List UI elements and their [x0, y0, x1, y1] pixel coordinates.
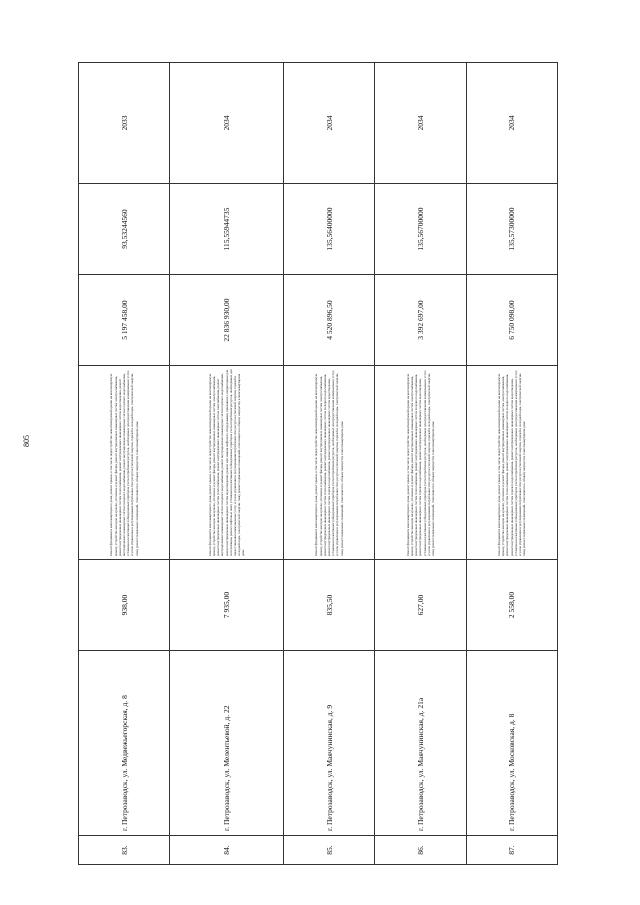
row-number: 84.: [170, 836, 284, 865]
address-cell: г. Петрозаводск, ул. Маячунинская, д. 9: [283, 651, 374, 836]
unit-cost-cell: 135,56400000: [283, 184, 374, 275]
works-cell: Ремонт фундамента многоквартирного дома, ремонт крыши, в том числе переустройство невентилируемой крыши на вентилируемую крышу, устройство выходов на кровлю, утепление и ремонт фасада, ремонт внутридомовых инженерных систем электроснабжения, ремонт внутридомовых инженерных систем теплоснабжения, ремонт внутридомовых инженерных систем водоотведения, ремонт внутридомовых инженерных систем холодного водоснабжения, ремонт внутридомовых инженерных систем горячего водоснабжения, установка коллективных (общедомовых) приборов учета потребления ресурсов, необходимых для предоставления коммунальных услуг, и узлов управления и регулирования потребления этих ресурсов (тепловой энергии, горячей и холодной воды, электрической энергии, газа), ремонт подвальных помещений, относящихся к общему имуществу в многоквартирном доме: [79, 366, 170, 560]
repair-program-table: [78, 62, 558, 865]
cost-cell: 5 197 458,00: [79, 275, 170, 366]
row-number: 86.: [375, 836, 466, 865]
works-cell: Ремонт фундамента многоквартирного дома, ремонт крыши, в том числе переустройство невентилируемой крыши на вентилируемую крышу, устройство выходов на кровлю, утепление и ремонт фасада, ремонт внутридомовых инженерных систем электроснабжения, ремонт внутридомовых инженерных систем теплоснабжения, ремонт внутридомовых инженерных систем холодного водоснабжения, ремонт внутридомовых инженерных систем горячего водоснабжения, ремонт внутридомовых инженерных систем водоотведения, установка коллективных (общедомовых) приборов учета потребления ресурсов, необходимых для предоставления коммунальных услуг, и узлов управления и регулирования потребления этих ресурсов (тепловой энергии, горячей и холодной воды, электрической энергии, газа), ремонт подвальных помещений, относящихся к общему имуществу в многоквартирном доме: [283, 366, 374, 560]
table-row: [79, 63, 170, 865]
area-cell: 627,00: [375, 560, 466, 651]
unit-cost-cell: 135,57300000: [466, 184, 557, 275]
cost-cell: 4 520 896,50: [283, 275, 374, 366]
table-row: [466, 63, 557, 865]
table-body: [79, 63, 558, 865]
address-cell: г. Петрозаводск, ул. Московская, д. 8: [466, 651, 557, 836]
cost-cell: 22 836 930,00: [170, 275, 284, 366]
page-number: 805: [22, 435, 31, 447]
cost-cell: 3 392 697,00: [375, 275, 466, 366]
year-cell: 2034: [170, 63, 284, 184]
works-cell: Ремонт фундамента многоквартирного дома, ремонт крыши, в том числе переустройство невентилируемой крыши на вентилируемую крышу, устройство выходов на кровлю, утепление и ремонт фасада, ремонт внутридомовых инженерных систем электроснабжения, ремонт внутридомовых инженерных систем теплоснабжения, ремонт внутридомовых инженерных систем холодного водоснабжения, ремонт внутридомовых инженерных систем горячего водоснабжения, ремонт внутридомовых инженерных систем водоотведения, установка коллективных (общедомовых) приборов учета потребления ресурсов, необходимых для предоставления коммунальных услуг, и узлов управления и регулирования потребления этих ресурсов (тепловой энергии, горячей и холодной воды, электрической энергии, газа), ремонт подвальных помещений, относящихся к общему имуществу в многоквартирном доме: [375, 366, 466, 560]
area-cell: 2 558,00: [466, 560, 557, 651]
table-row: [170, 63, 284, 865]
table-row: [375, 63, 466, 865]
row-number: 85.: [283, 836, 374, 865]
year-cell: 2034: [466, 63, 557, 184]
works-cell: Ремонт фундамента многоквартирного дома, ремонт крыши, в том числе переустройство невентилируемой крыши на вентилируемую крышу, устройство выходов на кровлю, утепление и ремонт фасада, ремонт внутридомовых инженерных систем электроснабжения, ремонт внутридомовых инженерных систем теплоснабжения, ремонт внутридомовых инженерных систем холодного водоснабжения, ремонт внутридомовых инженерных систем горячего водоснабжения, ремонт внутридомовых инженерных систем водоотведения, установка коллективных (общедомовых) приборов учета потребления ресурсов, необходимых для предоставления коммунальных услуг, и узлов управления и регулирования потребления этих ресурсов (тепловой энергии, горячей и холодной воды, электрической энергии, газа), ремонт подвальных помещений, относящихся к общему имуществу в многоквартирном доме: [466, 366, 557, 560]
year-cell: 2034: [283, 63, 374, 184]
unit-cost-cell: 135,56700000: [375, 184, 466, 275]
address-cell: г. Петрозаводск, ул. Маячунинская, д. 21а: [375, 651, 466, 836]
row-number: 83.: [79, 836, 170, 865]
address-cell: г. Петрозаводск, ул. Мелентьевой, д. 22: [170, 651, 284, 836]
year-cell: 2033: [79, 63, 170, 184]
cost-cell: 6 750 098,00: [466, 275, 557, 366]
row-number: 87.: [466, 836, 557, 865]
area-cell: 938,00: [79, 560, 170, 651]
area-cell: 7 935,00: [170, 560, 284, 651]
area-cell: 835,50: [283, 560, 374, 651]
table-row: [283, 63, 374, 865]
unit-cost-cell: 115,55944735: [170, 184, 284, 275]
address-cell: г. Петрозаводск, ул. Медвежьегорская, д. 8: [79, 651, 170, 836]
works-cell: Ремонт фундамента многоквартирного дома, ремонт крыши, в том числе переустройство невентилируемой крыши на вентилируемую крышу, устройство выходов на кровлю, утепление и ремонт фасада, ремонт внутридомовых инженерных систем электроснабжения, ремонт внутридомовых инженерных систем теплоснабжения, ремонт внутридомовых инженерных систем газоснабжения, ремонт внутридомовых инженерных систем холодного водоснабжения, ремонт внутридомовых инженерных систем горячего водоснабжения, ремонт внутридомовых инженерных систем водоотведения, ремонт или замена лифтового оборудования, признанного непригодным для эксплуатации, ремонт лифтовых шахт, установка коллективных (общедомовых) приборов учета потребления ресурсов, необходимых для предоставления коммунальных услуг, и узлов управления и регулирования потребления этих ресурсов (тепловой энергии, горячей и холодной воды, электрической энергии, газа), ремонт подвальных помещений, относящихся к общему имуществу в многоквартирном доме: [170, 366, 284, 560]
unit-cost-cell: 93,53244560: [79, 184, 170, 275]
year-cell: 2034: [375, 63, 466, 184]
rotated-table-container: [78, 80, 558, 865]
